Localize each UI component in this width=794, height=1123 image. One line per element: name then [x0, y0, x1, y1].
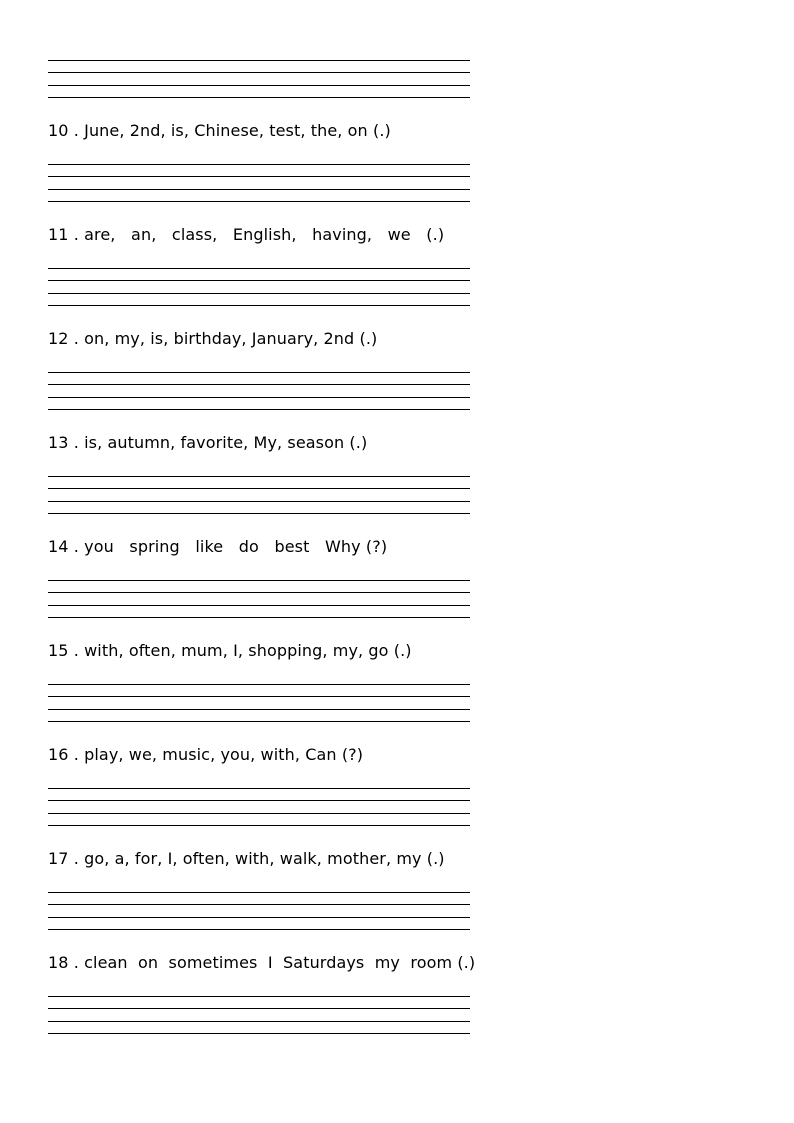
answer-line[interactable] — [48, 617, 470, 618]
question-prompt: you spring like do best Why (?) — [84, 537, 388, 556]
answer-line[interactable] — [48, 164, 470, 165]
answer-line[interactable] — [48, 917, 470, 918]
answer-line[interactable] — [48, 60, 470, 61]
answer-line[interactable] — [48, 709, 470, 710]
question-12 — [48, 329, 377, 349]
number-separator: . — [68, 953, 85, 972]
answer-line[interactable] — [48, 1008, 470, 1009]
answer-line[interactable] — [48, 788, 470, 789]
question-prompt: is, autumn, favorite, My, season (.) — [84, 433, 368, 452]
answer-line[interactable] — [48, 1021, 470, 1022]
question-prompt: clean on sometimes I Saturdays my room (.) — [84, 953, 476, 972]
answer-line[interactable] — [48, 904, 470, 905]
question-number: 13 — [48, 433, 69, 452]
answer-line[interactable] — [48, 268, 470, 269]
answer-line[interactable] — [48, 892, 470, 893]
number-separator: . — [68, 225, 85, 244]
question-prompt: go, a, for, I, often, with, walk, mother, my (.) — [84, 849, 445, 868]
question-15 — [48, 641, 412, 661]
answer-line[interactable] — [48, 501, 470, 502]
answer-line[interactable] — [48, 97, 470, 98]
answer-line[interactable] — [48, 476, 470, 477]
number-separator: . — [68, 537, 85, 556]
question-13 — [48, 433, 367, 453]
question-prompt: with, often, mum, I, shopping, my, go (.) — [84, 641, 412, 660]
answer-line[interactable] — [48, 280, 470, 281]
answer-line[interactable] — [48, 201, 470, 202]
question-prompt: on, my, is, birthday, January, 2nd (.) — [84, 329, 378, 348]
question-16 — [48, 745, 363, 765]
question-number: 15 — [48, 641, 69, 660]
answer-line[interactable] — [48, 513, 470, 514]
question-prompt: are, an, class, English, having, we (.) — [84, 225, 445, 244]
number-separator: . — [68, 745, 85, 764]
answer-line[interactable] — [48, 580, 470, 581]
answer-line[interactable] — [48, 721, 470, 722]
number-separator: . — [68, 433, 85, 452]
answer-line[interactable] — [48, 929, 470, 930]
answer-line[interactable] — [48, 372, 470, 373]
answer-line[interactable] — [48, 397, 470, 398]
question-18 — [48, 953, 475, 973]
answer-line[interactable] — [48, 592, 470, 593]
number-separator: . — [68, 121, 85, 140]
question-17 — [48, 849, 445, 869]
answer-line[interactable] — [48, 72, 470, 73]
answer-line[interactable] — [48, 605, 470, 606]
question-11 — [48, 225, 444, 245]
question-prompt: June, 2nd, is, Chinese, test, the, on (.) — [84, 121, 391, 140]
answer-line[interactable] — [48, 488, 470, 489]
answer-line[interactable] — [48, 85, 470, 86]
answer-line[interactable] — [48, 996, 470, 997]
question-number: 11 — [48, 225, 69, 244]
answer-line[interactable] — [48, 176, 470, 177]
question-number: 14 — [48, 537, 69, 556]
answer-line[interactable] — [48, 1033, 470, 1034]
number-separator: . — [68, 849, 85, 868]
answer-line[interactable] — [48, 305, 470, 306]
number-separator: . — [68, 641, 85, 660]
answer-line[interactable] — [48, 189, 470, 190]
number-separator: . — [68, 329, 85, 348]
question-14 — [48, 537, 387, 557]
answer-line[interactable] — [48, 684, 470, 685]
answer-line[interactable] — [48, 813, 470, 814]
answer-line[interactable] — [48, 384, 470, 385]
question-number: 12 — [48, 329, 69, 348]
question-10 — [48, 121, 391, 141]
answer-line[interactable] — [48, 696, 470, 697]
answer-line[interactable] — [48, 800, 470, 801]
answer-line[interactable] — [48, 409, 470, 410]
answer-line[interactable] — [48, 293, 470, 294]
question-number: 18 — [48, 953, 69, 972]
question-number: 10 — [48, 121, 69, 140]
question-number: 16 — [48, 745, 69, 764]
question-prompt: play, we, music, you, with, Can (?) — [84, 745, 364, 764]
question-number: 17 — [48, 849, 69, 868]
answer-line[interactable] — [48, 825, 470, 826]
